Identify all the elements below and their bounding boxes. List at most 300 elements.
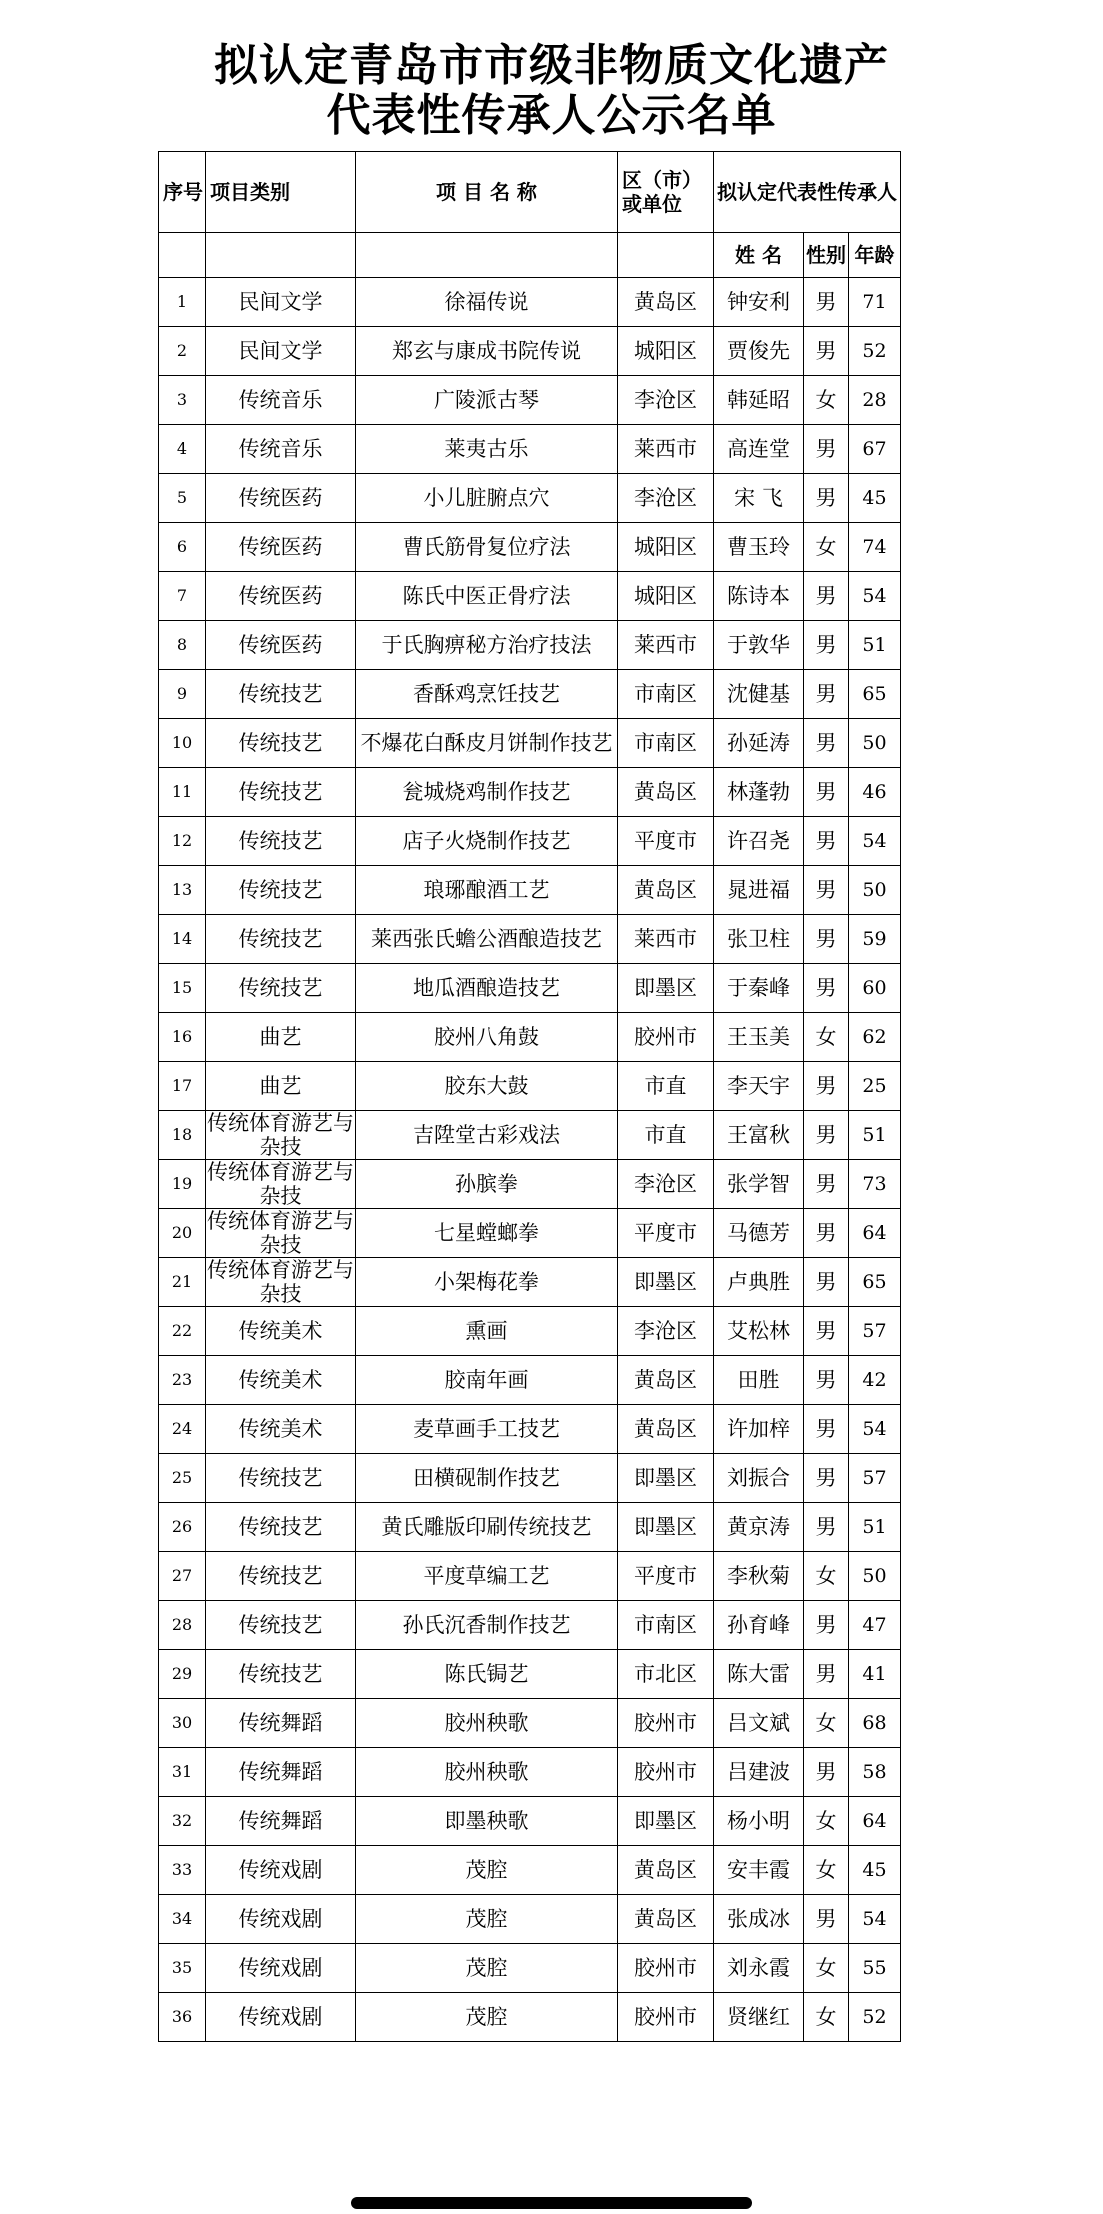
cell-district: 即墨区 bbox=[618, 1503, 714, 1552]
cell-name: 于秦峰 bbox=[714, 964, 804, 1013]
cell-gender: 男 bbox=[804, 1111, 849, 1160]
cell-age: 64 bbox=[849, 1797, 901, 1846]
page-title-line1: 拟认定青岛市市级非物质文化遗产 bbox=[214, 40, 889, 91]
cell-district: 黄岛区 bbox=[618, 1405, 714, 1454]
cell-no: 3 bbox=[159, 376, 206, 425]
cell-category: 传统技艺 bbox=[206, 670, 356, 719]
cell-district: 市南区 bbox=[618, 670, 714, 719]
cell-gender: 男 bbox=[804, 1601, 849, 1650]
cell-project: 七星螳螂拳 bbox=[356, 1209, 618, 1258]
cell-no: 22 bbox=[159, 1307, 206, 1356]
table-row bbox=[159, 1111, 901, 1160]
cell-no: 20 bbox=[159, 1209, 206, 1258]
cell-district: 平度市 bbox=[618, 1552, 714, 1601]
cell-category: 民间文学 bbox=[206, 327, 356, 376]
cell-age: 47 bbox=[849, 1601, 901, 1650]
cell-name: 李秋菊 bbox=[714, 1552, 804, 1601]
cell-no: 30 bbox=[159, 1699, 206, 1748]
cell-project: 茂腔 bbox=[356, 1846, 618, 1895]
cell-project: 吉陞堂古彩戏法 bbox=[356, 1111, 618, 1160]
cell-project: 莱夷古乐 bbox=[356, 425, 618, 474]
table-row bbox=[159, 1552, 901, 1601]
cell-gender: 男 bbox=[804, 278, 849, 327]
cell-district: 胶州市 bbox=[618, 1993, 714, 2042]
cell-category: 传统医药 bbox=[206, 621, 356, 670]
cell-name: 钟安利 bbox=[714, 278, 804, 327]
cell-name: 马德芳 bbox=[714, 1209, 804, 1258]
cell-project: 即墨秧歌 bbox=[356, 1797, 618, 1846]
cell-category: 传统音乐 bbox=[206, 376, 356, 425]
cell-category: 传统医药 bbox=[206, 523, 356, 572]
cell-age: 65 bbox=[849, 670, 901, 719]
table-row bbox=[159, 915, 901, 964]
table-row bbox=[159, 1797, 901, 1846]
page-title-line2: 代表性传承人公示名单 bbox=[326, 90, 777, 141]
cell-age: 51 bbox=[849, 621, 901, 670]
cell-gender: 男 bbox=[804, 1405, 849, 1454]
cell-no: 31 bbox=[159, 1748, 206, 1797]
table-row bbox=[159, 1846, 901, 1895]
cell-district: 市南区 bbox=[618, 719, 714, 768]
cell-gender: 男 bbox=[804, 1650, 849, 1699]
cell-gender: 女 bbox=[804, 1993, 849, 2042]
cell-age: 64 bbox=[849, 1209, 901, 1258]
cell-gender: 女 bbox=[804, 376, 849, 425]
cell-gender: 男 bbox=[804, 915, 849, 964]
cell-gender: 男 bbox=[804, 1356, 849, 1405]
cell-age: 57 bbox=[849, 1454, 901, 1503]
cell-no: 9 bbox=[159, 670, 206, 719]
table-row bbox=[159, 1209, 901, 1258]
cell-age: 50 bbox=[849, 719, 901, 768]
cell-no: 36 bbox=[159, 1993, 206, 2042]
cell-name: 孙育峰 bbox=[714, 1601, 804, 1650]
cell-no: 5 bbox=[159, 474, 206, 523]
header-blank-no bbox=[159, 233, 206, 278]
cell-district: 黄岛区 bbox=[618, 1895, 714, 1944]
cell-age: 52 bbox=[849, 327, 901, 376]
cell-gender: 男 bbox=[804, 1307, 849, 1356]
table-row bbox=[159, 1993, 901, 2042]
cell-name: 陈大雷 bbox=[714, 1650, 804, 1699]
cell-name: 陈诗本 bbox=[714, 572, 804, 621]
cell-no: 33 bbox=[159, 1846, 206, 1895]
cell-no: 1 bbox=[159, 278, 206, 327]
cell-category: 曲艺 bbox=[206, 1062, 356, 1111]
cell-age: 68 bbox=[849, 1699, 901, 1748]
cell-gender: 男 bbox=[804, 572, 849, 621]
cell-name: 吕文斌 bbox=[714, 1699, 804, 1748]
cell-name: 王富秋 bbox=[714, 1111, 804, 1160]
cell-no: 6 bbox=[159, 523, 206, 572]
cell-category: 传统戏剧 bbox=[206, 1895, 356, 1944]
cell-district: 黄岛区 bbox=[618, 1846, 714, 1895]
cell-age: 52 bbox=[849, 1993, 901, 2042]
table-row bbox=[159, 1454, 901, 1503]
cell-name: 许召尧 bbox=[714, 817, 804, 866]
cell-gender: 男 bbox=[804, 1748, 849, 1797]
cell-age: 59 bbox=[849, 915, 901, 964]
cell-district: 城阳区 bbox=[618, 572, 714, 621]
cell-no: 16 bbox=[159, 1013, 206, 1062]
cell-project: 黄氏雕版印刷传统技艺 bbox=[356, 1503, 618, 1552]
cell-category: 传统舞蹈 bbox=[206, 1699, 356, 1748]
cell-no: 17 bbox=[159, 1062, 206, 1111]
cell-district: 胶州市 bbox=[618, 1013, 714, 1062]
cell-no: 12 bbox=[159, 817, 206, 866]
cell-project: 胶东大鼓 bbox=[356, 1062, 618, 1111]
cell-age: 74 bbox=[849, 523, 901, 572]
header-blank-district bbox=[618, 233, 714, 278]
cell-name: 张学智 bbox=[714, 1160, 804, 1209]
table-row bbox=[159, 1944, 901, 1993]
cell-district: 市直 bbox=[618, 1062, 714, 1111]
cell-district: 李沧区 bbox=[618, 376, 714, 425]
cell-category: 传统技艺 bbox=[206, 866, 356, 915]
cell-category: 传统技艺 bbox=[206, 719, 356, 768]
table-row bbox=[159, 866, 901, 915]
cell-name: 韩延昭 bbox=[714, 376, 804, 425]
cell-gender: 男 bbox=[804, 1160, 849, 1209]
cell-name: 王玉美 bbox=[714, 1013, 804, 1062]
cell-gender: 男 bbox=[804, 474, 849, 523]
cell-project: 不爆花白酥皮月饼制作技艺 bbox=[356, 719, 618, 768]
header-name: 姓 名 bbox=[714, 233, 804, 278]
cell-project: 孙膑拳 bbox=[356, 1160, 618, 1209]
cell-name: 卢典胜 bbox=[714, 1258, 804, 1307]
cell-category: 传统医药 bbox=[206, 572, 356, 621]
cell-district: 黄岛区 bbox=[618, 866, 714, 915]
cell-category: 传统技艺 bbox=[206, 964, 356, 1013]
cell-gender: 男 bbox=[804, 1503, 849, 1552]
cell-project: 熏画 bbox=[356, 1307, 618, 1356]
cell-gender: 女 bbox=[804, 1552, 849, 1601]
cell-category: 传统音乐 bbox=[206, 425, 356, 474]
cell-category: 传统技艺 bbox=[206, 915, 356, 964]
table-row bbox=[159, 621, 901, 670]
header-district: 区（市）或单位 bbox=[618, 152, 714, 233]
cell-district: 莱西市 bbox=[618, 915, 714, 964]
cell-project: 于氏胸痹秘方治疗技法 bbox=[356, 621, 618, 670]
cell-no: 4 bbox=[159, 425, 206, 474]
cell-name: 艾松林 bbox=[714, 1307, 804, 1356]
cell-no: 27 bbox=[159, 1552, 206, 1601]
cell-category: 传统舞蹈 bbox=[206, 1748, 356, 1797]
cell-name: 安丰霞 bbox=[714, 1846, 804, 1895]
cell-category: 传统舞蹈 bbox=[206, 1797, 356, 1846]
cell-project: 地瓜酒酿造技艺 bbox=[356, 964, 618, 1013]
cell-no: 29 bbox=[159, 1650, 206, 1699]
cell-project: 陈氏锔艺 bbox=[356, 1650, 618, 1699]
cell-no: 34 bbox=[159, 1895, 206, 1944]
cell-name: 刘振合 bbox=[714, 1454, 804, 1503]
table-row bbox=[159, 1748, 901, 1797]
cell-name: 高连堂 bbox=[714, 425, 804, 474]
cell-category: 传统技艺 bbox=[206, 768, 356, 817]
cell-gender: 男 bbox=[804, 1895, 849, 1944]
inheritor-table bbox=[158, 151, 901, 2042]
cell-name: 杨小明 bbox=[714, 1797, 804, 1846]
cell-category: 民间文学 bbox=[206, 278, 356, 327]
cell-age: 57 bbox=[849, 1307, 901, 1356]
table-row bbox=[159, 1503, 901, 1552]
cell-no: 19 bbox=[159, 1160, 206, 1209]
cell-name: 张成冰 bbox=[714, 1895, 804, 1944]
cell-age: 60 bbox=[849, 964, 901, 1013]
cell-district: 平度市 bbox=[618, 1209, 714, 1258]
header-blank-project bbox=[356, 233, 618, 278]
table-row bbox=[159, 327, 901, 376]
cell-project: 小架梅花拳 bbox=[356, 1258, 618, 1307]
cell-project: 茂腔 bbox=[356, 1944, 618, 1993]
table-row bbox=[159, 1307, 901, 1356]
cell-name: 许加梓 bbox=[714, 1405, 804, 1454]
table-row bbox=[159, 523, 901, 572]
header-blank-category bbox=[206, 233, 356, 278]
cell-name: 宋 飞 bbox=[714, 474, 804, 523]
table-row bbox=[159, 1650, 901, 1699]
cell-gender: 男 bbox=[804, 1209, 849, 1258]
cell-gender: 女 bbox=[804, 1846, 849, 1895]
cell-age: 42 bbox=[849, 1356, 901, 1405]
table-row bbox=[159, 1699, 901, 1748]
cell-category: 传统技艺 bbox=[206, 1503, 356, 1552]
header-no: 序号 bbox=[159, 152, 206, 233]
cell-project: 广陵派古琴 bbox=[356, 376, 618, 425]
table-row bbox=[159, 964, 901, 1013]
table-row bbox=[159, 1258, 901, 1307]
cell-project: 胶州八角鼓 bbox=[356, 1013, 618, 1062]
cell-gender: 男 bbox=[804, 1258, 849, 1307]
table-body bbox=[159, 278, 901, 2042]
cell-category: 传统技艺 bbox=[206, 1552, 356, 1601]
cell-age: 25 bbox=[849, 1062, 901, 1111]
cell-project: 瓮城烧鸡制作技艺 bbox=[356, 768, 618, 817]
cell-gender: 男 bbox=[804, 866, 849, 915]
cell-age: 54 bbox=[849, 1895, 901, 1944]
cell-district: 即墨区 bbox=[618, 1454, 714, 1503]
cell-age: 58 bbox=[849, 1748, 901, 1797]
cell-district: 即墨区 bbox=[618, 964, 714, 1013]
table-row bbox=[159, 1356, 901, 1405]
cell-age: 73 bbox=[849, 1160, 901, 1209]
table-row bbox=[159, 1160, 901, 1209]
cell-no: 26 bbox=[159, 1503, 206, 1552]
cell-no: 35 bbox=[159, 1944, 206, 1993]
cell-no: 32 bbox=[159, 1797, 206, 1846]
cell-district: 李沧区 bbox=[618, 1160, 714, 1209]
cell-project: 胶州秧歌 bbox=[356, 1748, 618, 1797]
cell-age: 67 bbox=[849, 425, 901, 474]
cell-name: 张卫柱 bbox=[714, 915, 804, 964]
cell-category: 传统美术 bbox=[206, 1356, 356, 1405]
cell-district: 莱西市 bbox=[618, 425, 714, 474]
cell-name: 晁进福 bbox=[714, 866, 804, 915]
cell-district: 胶州市 bbox=[618, 1699, 714, 1748]
cell-age: 54 bbox=[849, 1405, 901, 1454]
cell-name: 吕建波 bbox=[714, 1748, 804, 1797]
table-row bbox=[159, 278, 901, 327]
cell-name: 曹玉玲 bbox=[714, 523, 804, 572]
table-row bbox=[159, 1405, 901, 1454]
header-gender: 性别 bbox=[804, 233, 849, 278]
cell-project: 胶州秧歌 bbox=[356, 1699, 618, 1748]
cell-project: 曹氏筋骨复位疗法 bbox=[356, 523, 618, 572]
cell-age: 54 bbox=[849, 572, 901, 621]
table-row bbox=[159, 1013, 901, 1062]
cell-category: 传统体育游艺与杂技 bbox=[207, 1209, 354, 1257]
header-age: 年龄 bbox=[849, 233, 901, 278]
cell-gender: 男 bbox=[804, 1454, 849, 1503]
cell-gender: 男 bbox=[804, 964, 849, 1013]
cell-no: 28 bbox=[159, 1601, 206, 1650]
cell-age: 45 bbox=[849, 1846, 901, 1895]
cell-category: 传统技艺 bbox=[206, 1454, 356, 1503]
cell-name: 于敦华 bbox=[714, 621, 804, 670]
cell-gender: 男 bbox=[804, 817, 849, 866]
cell-district: 黄岛区 bbox=[618, 278, 714, 327]
cell-project: 平度草编工艺 bbox=[356, 1552, 618, 1601]
cell-district: 市南区 bbox=[618, 1601, 714, 1650]
cell-age: 45 bbox=[849, 474, 901, 523]
cell-project: 莱西张氏蟾公酒酿造技艺 bbox=[356, 915, 618, 964]
cell-no: 10 bbox=[159, 719, 206, 768]
cell-project: 小儿脏腑点穴 bbox=[356, 474, 618, 523]
cell-gender: 男 bbox=[804, 670, 849, 719]
cell-gender: 男 bbox=[804, 621, 849, 670]
cell-name: 沈健基 bbox=[714, 670, 804, 719]
table-row bbox=[159, 376, 901, 425]
cell-category: 传统戏剧 bbox=[206, 1944, 356, 1993]
cell-project: 茂腔 bbox=[356, 1993, 618, 2042]
cell-project: 麦草画手工技艺 bbox=[356, 1405, 618, 1454]
cell-gender: 女 bbox=[804, 1013, 849, 1062]
cell-gender: 男 bbox=[804, 768, 849, 817]
cell-age: 65 bbox=[849, 1258, 901, 1307]
table-row bbox=[159, 719, 901, 768]
cell-district: 李沧区 bbox=[618, 474, 714, 523]
cell-district: 即墨区 bbox=[618, 1258, 714, 1307]
cell-project: 香酥鸡烹饪技艺 bbox=[356, 670, 618, 719]
cell-district: 黄岛区 bbox=[618, 768, 714, 817]
cell-age: 41 bbox=[849, 1650, 901, 1699]
cell-district: 黄岛区 bbox=[618, 1356, 714, 1405]
cell-age: 50 bbox=[849, 1552, 901, 1601]
cell-no: 13 bbox=[159, 866, 206, 915]
cell-gender: 女 bbox=[804, 1944, 849, 1993]
header-inheritor: 拟认定代表性传承人 bbox=[714, 152, 901, 233]
cell-category: 传统戏剧 bbox=[206, 1846, 356, 1895]
cell-no: 15 bbox=[159, 964, 206, 1013]
cell-age: 54 bbox=[849, 817, 901, 866]
cell-no: 21 bbox=[159, 1258, 206, 1307]
cell-district: 即墨区 bbox=[618, 1797, 714, 1846]
cell-category: 曲艺 bbox=[206, 1013, 356, 1062]
cell-no: 23 bbox=[159, 1356, 206, 1405]
cell-category: 传统美术 bbox=[206, 1307, 356, 1356]
cell-district: 胶州市 bbox=[618, 1748, 714, 1797]
table-row bbox=[159, 1601, 901, 1650]
cell-category: 传统技艺 bbox=[206, 1650, 356, 1699]
cell-age: 71 bbox=[849, 278, 901, 327]
table-row bbox=[159, 1062, 901, 1111]
cell-no: 8 bbox=[159, 621, 206, 670]
cell-name: 田胜 bbox=[714, 1356, 804, 1405]
cell-category: 传统技艺 bbox=[206, 817, 356, 866]
cell-district: 城阳区 bbox=[618, 523, 714, 572]
cell-no: 24 bbox=[159, 1405, 206, 1454]
home-indicator bbox=[351, 2197, 752, 2209]
cell-project: 徐福传说 bbox=[356, 278, 618, 327]
table-row bbox=[159, 474, 901, 523]
cell-no: 18 bbox=[159, 1111, 206, 1160]
cell-gender: 男 bbox=[804, 1062, 849, 1111]
cell-name: 黄京涛 bbox=[714, 1503, 804, 1552]
cell-district: 市北区 bbox=[618, 1650, 714, 1699]
cell-category: 传统体育游艺与杂技 bbox=[207, 1111, 354, 1159]
table-row bbox=[159, 817, 901, 866]
table-row bbox=[159, 572, 901, 621]
cell-no: 25 bbox=[159, 1454, 206, 1503]
header-project: 项 目 名 称 bbox=[356, 152, 618, 233]
cell-project: 郑玄与康成书院传说 bbox=[356, 327, 618, 376]
cell-project: 琅琊酿酒工艺 bbox=[356, 866, 618, 915]
cell-project: 孙氏沉香制作技艺 bbox=[356, 1601, 618, 1650]
cell-project: 胶南年画 bbox=[356, 1356, 618, 1405]
cell-district: 莱西市 bbox=[618, 621, 714, 670]
cell-name: 林蓬勃 bbox=[714, 768, 804, 817]
cell-project: 陈氏中医正骨疗法 bbox=[356, 572, 618, 621]
cell-gender: 男 bbox=[804, 719, 849, 768]
cell-no: 7 bbox=[159, 572, 206, 621]
cell-category: 传统美术 bbox=[206, 1405, 356, 1454]
cell-no: 11 bbox=[159, 768, 206, 817]
cell-project: 店子火烧制作技艺 bbox=[356, 817, 618, 866]
cell-gender: 男 bbox=[804, 327, 849, 376]
cell-district: 李沧区 bbox=[618, 1307, 714, 1356]
cell-category: 传统体育游艺与杂技 bbox=[207, 1258, 354, 1306]
header-category: 项目类别 bbox=[206, 152, 356, 233]
table-row bbox=[159, 425, 901, 474]
cell-name: 李天宇 bbox=[714, 1062, 804, 1111]
cell-age: 51 bbox=[849, 1111, 901, 1160]
cell-no: 2 bbox=[159, 327, 206, 376]
cell-age: 28 bbox=[849, 376, 901, 425]
cell-district: 城阳区 bbox=[618, 327, 714, 376]
table-row bbox=[159, 768, 901, 817]
cell-name: 孙延涛 bbox=[714, 719, 804, 768]
cell-gender: 男 bbox=[804, 425, 849, 474]
cell-gender: 女 bbox=[804, 1797, 849, 1846]
cell-name: 刘永霞 bbox=[714, 1944, 804, 1993]
cell-name: 贾俊先 bbox=[714, 327, 804, 376]
cell-project: 茂腔 bbox=[356, 1895, 618, 1944]
cell-category: 传统技艺 bbox=[206, 1601, 356, 1650]
cell-district: 平度市 bbox=[618, 817, 714, 866]
cell-gender: 女 bbox=[804, 1699, 849, 1748]
cell-category: 传统医药 bbox=[206, 474, 356, 523]
cell-gender: 女 bbox=[804, 523, 849, 572]
cell-age: 51 bbox=[849, 1503, 901, 1552]
cell-age: 46 bbox=[849, 768, 901, 817]
table-row bbox=[159, 1895, 901, 1944]
cell-category: 传统体育游艺与杂技 bbox=[207, 1160, 354, 1208]
cell-age: 55 bbox=[849, 1944, 901, 1993]
cell-district: 市直 bbox=[618, 1111, 714, 1160]
cell-age: 50 bbox=[849, 866, 901, 915]
table-row bbox=[159, 670, 901, 719]
cell-category: 传统戏剧 bbox=[206, 1993, 356, 2042]
